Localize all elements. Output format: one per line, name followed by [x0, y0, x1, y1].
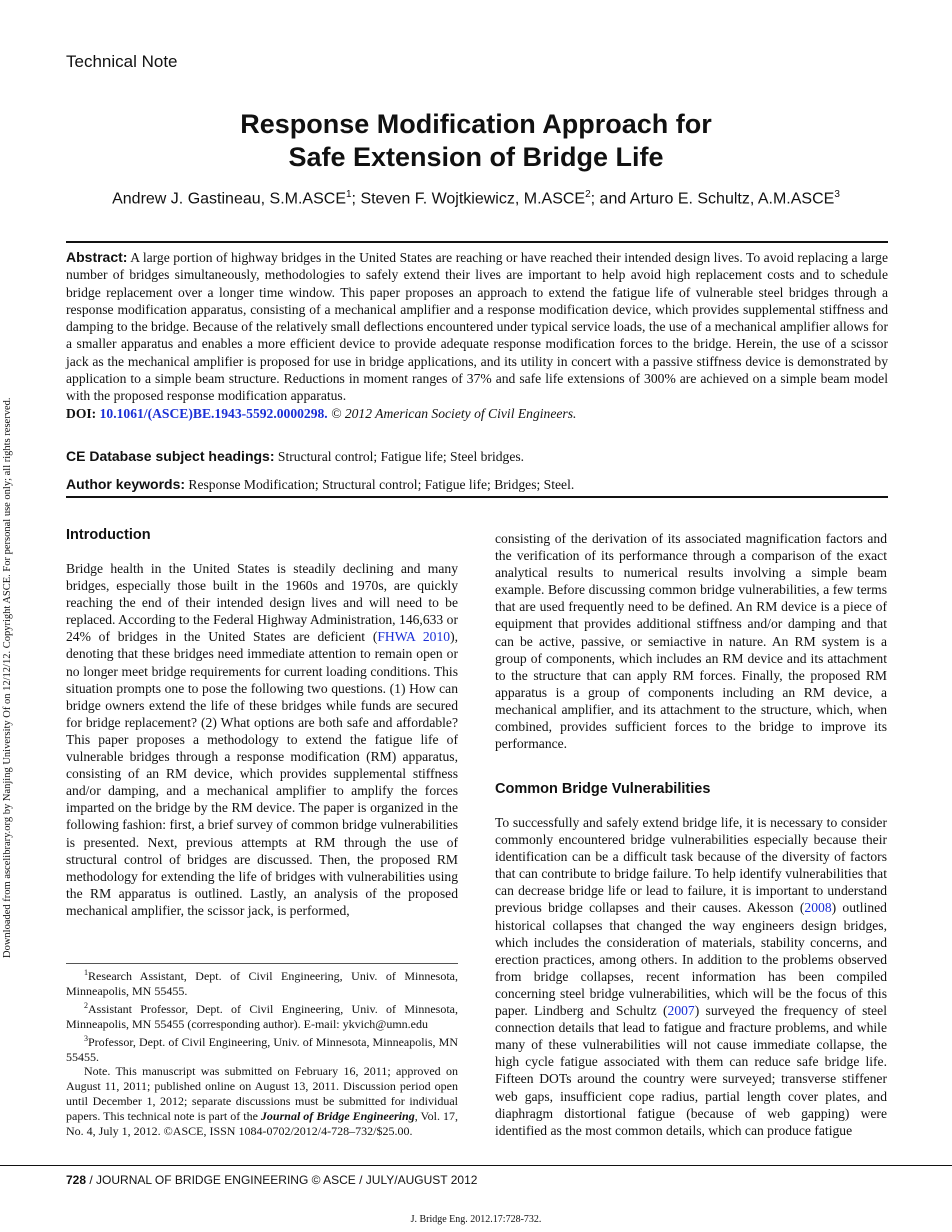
- download-notice: Downloaded from ascelibrary.org by Nanjing University Of on 12/12/12. Copyright ASCE. For personal use only; all rights reserved.: [2, 397, 13, 958]
- footnote-2-marker: 2: [84, 1000, 88, 1010]
- page-number: 728: [66, 1173, 87, 1187]
- author-keywords-label: Author keywords:: [66, 476, 186, 492]
- abstract: [66, 249, 888, 422]
- author-1: Andrew J. Gastineau, S.M.ASCE: [112, 190, 346, 208]
- abstract-top-rule: [66, 241, 888, 243]
- vulnerabilities-heading: Common Bridge Vulnerabilities: [495, 781, 711, 797]
- ref-lindberg-2007[interactable]: 2007: [667, 1003, 695, 1019]
- author-3: ; and Arturo E. Schultz, A.M.ASCE: [590, 190, 835, 208]
- title-line-1: Response Modification Approach for: [240, 109, 712, 139]
- paper-title: [0, 108, 952, 174]
- footnotes: [66, 966, 458, 1139]
- page-footer: [66, 1173, 477, 1187]
- footnote-3-marker: 3: [84, 1033, 88, 1043]
- abstract-label: Abstract:: [66, 249, 128, 265]
- ref-fhwa-2010[interactable]: FHWA 2010: [377, 629, 451, 645]
- vulnerabilities-body: [495, 814, 887, 1139]
- note-text-1: Note. This manuscript was submitted on February 16, 2011; approved on August 11, 2011; published online on August 13, 2011. Discussion period open until December 1, 2012; separate discussions must be submitted for individual papers. This technical note is part of the: [66, 1064, 458, 1124]
- author-3-affiliation: 3: [834, 189, 840, 200]
- author-2: ; Steven F. Wojtkiewicz, M.ASCE: [351, 190, 586, 208]
- footnote-3-text: Professor, Dept. of Civil Engineering, Univ. of Minnesota, Minneapolis, MN 55455.: [66, 1034, 458, 1064]
- abstract-bottom-rule: [66, 496, 888, 498]
- introduction-body: [66, 560, 458, 919]
- footnote-1: [66, 966, 458, 999]
- footnote-2: [66, 999, 458, 1032]
- author-2-affiliation: 2: [585, 189, 591, 200]
- vuln-text-1: To successfully and safely extend bridge life, it is necessary to consider commonly encountered bridge vulnerabilities especially because their identification can be a difficult task because of the diversity of factors that can contribute to bridge failure. To help identify vulnerabilities that can decrease bridge life or lead to failure, it is important to understand previous bridge collapses and their causes. Akesson (: [495, 815, 887, 916]
- copyright-note: © 2012 American Society of Civil Engineers.: [327, 405, 577, 421]
- doi-label: DOI:: [66, 405, 97, 421]
- right-column-continuation: [495, 530, 887, 752]
- definitions-paragraph: consisting of the derivation of its associated magnification factors and the verification of its performance through a comparison of the exact analytical results to numerical results involving a simple beam example. Before discussing common bridge vulnerabilities, a few terms that are used frequently need to be defined. An RM device is a piece of equipment that provides additional stiffness and/or damping and that can be active, passive, or semiactive in nature. An RM system is a group of components, which includes an RM device and its attachment to the structure that can apply RM forces. Finally, the proposed RM apparatus is a group of components including an RM device, a mechanical amplifier, and its attachment to the structure, which, when combined, provides sufficient forces to the bridge to improve its performance.: [495, 531, 887, 752]
- vuln-text-2: ) outlined historical collapses that changed the way engineers design bridges, which includes the consideration of materials, stability concerns, and erection practices, among others. In addition to the problems observed from bridge collapses, recent information has been compiled concerning steel bridge vulnerabilities, which will be the focus of this paper. Lindberg and Schultz (: [495, 900, 887, 1019]
- footnote-3: [66, 1032, 458, 1065]
- ce-headings-text: Structural control; Fatigue life; Steel bridges.: [274, 449, 525, 464]
- vulnerabilities-paragraph: [495, 814, 887, 1139]
- footnote-rule: [66, 963, 458, 964]
- footnote-1-text: Research Assistant, Dept. of Civil Engineering, Univ. of Minnesota, Minneapolis, MN 55455.: [66, 969, 458, 998]
- intro-text-1: Bridge health in the United States is steadily declining and many bridges, especially those built in the 1960s and 1970s, are quickly reaching the end of their intended design lives and will need to be replaced. According to the Federal Highway Administration, 146,633 or 24% of bridges in the United States are deficient (: [66, 561, 458, 645]
- journal-name: Journal of Bridge Engineering: [260, 1109, 415, 1124]
- footnote-1-marker: 1: [84, 968, 88, 977]
- vuln-text-3: ) surveyed the frequency of steel connection details that lead to fatigue and fracture problems, and while many of these vulnerabilities will not cause immediate collapse, the high cycle fatigue associated with them can reduce safe bridge life. Fifteen DOTs around the country were surveyed; transverse stiffener web gaps, insufficient cope radius, partial length cover plates, and diaphragm distortional fatigue (because of web gapping) were identified as the most common details, which can produce fatigue: [495, 1003, 887, 1138]
- ce-subject-headings: [66, 448, 888, 465]
- author-list: [0, 189, 952, 208]
- introduction-heading: Introduction: [66, 527, 151, 543]
- author-keywords-text: Response Modification; Structural control; Fatigue life; Bridges; Steel.: [185, 477, 575, 492]
- author-keywords: [66, 476, 888, 493]
- journal-line: / JOURNAL OF BRIDGE ENGINEERING © ASCE / JULY/AUGUST 2012: [86, 1173, 478, 1187]
- citation-line: J. Bridge Eng. 2012.17:728-732.: [410, 1214, 542, 1225]
- introduction-paragraph: [66, 560, 458, 919]
- intro-text-2: ), denoting that these bridges need immediate attention to remain open or no longer meet bridge requirements for current loading conditions. This situation prompts one to pose the following two questions. (1) How can bridge owners extend the life of these bridges while funds are secured for bridge replacement? (2) What options are both safe and affordable? This paper proposes a methodology to extend the fatigue life of vulnerable bridges through a response modification (RM) apparatus, consisting of an RM device, which provides supplemental stiffness and/or damping, and a mechanical amplifier to amplify the forces imparted on the bridge by the RM device. The paper is organized in the following fashion: first, a brief survey of common bridge vulnerabilities is presented. Next, previous attempts at RM through the use of structural control of bridges are discussed. Then, the proposed RM methodology for extending the life of bridges with vulnerabilities using the RM apparatus is outlined. Lastly, an analysis of the proposed mechanical amplifier, the scissor jack, is performed,: [66, 629, 459, 918]
- ce-headings-label: CE Database subject headings:: [66, 448, 275, 464]
- section-label: Technical Note: [66, 52, 178, 71]
- doi-link[interactable]: 10.1061/(ASCE)BE.1943-5592.0000298.: [99, 405, 328, 421]
- footnote-2-text: Assistant Professor, Dept. of Civil Engineering, Univ. of Minnesota, Minneapolis, MN 55455 (corresponding author). E-mail: ykvich@umn.edu: [66, 1001, 458, 1031]
- author-1-affiliation: 1: [345, 189, 352, 200]
- note-text-2: , Vol. 17, No. 4, July 1, 2012. ©ASCE, ISSN 1084-0702/2012/4-728–732/$25.00.: [66, 1109, 458, 1139]
- ref-akesson-2008[interactable]: 2008: [804, 900, 832, 916]
- title-line-2: Safe Extension of Bridge Life: [288, 142, 664, 172]
- submission-note: [66, 1064, 458, 1139]
- footer-rule: [0, 1165, 952, 1166]
- abstract-text: A large portion of highway bridges in the United States are reaching or have reached their intended design lives. To avoid replacing a large number of bridges simultaneously, methodologies to safely extend their lives are important to help avoid high replacement costs and to schedule bridge replacement over a longer time window. This paper proposes an approach to extend the fatigue life of vulnerable steel bridges through a response modification apparatus, consisting of a mechanical amplifier and a response modification device, which provides supplemental stiffness and damping to the bridge. Because of the relatively small deflections encountered under typical service loads, the use of a mechanical amplifier allows for a smaller apparatus and enables a more efficient device to provide adequate response modification forces to the bridge. Herein, the use of a scissor jack as the mechanical amplifier is proposed for use in bridge applications, and its utility in concert with a passive stiffness device is demonstrated by application to a simple beam structure. Reductions in moment ranges of 37% and safe life extensions of 300% are achieved on a simple beam model with the proposed response modification apparatus.: [66, 250, 888, 404]
